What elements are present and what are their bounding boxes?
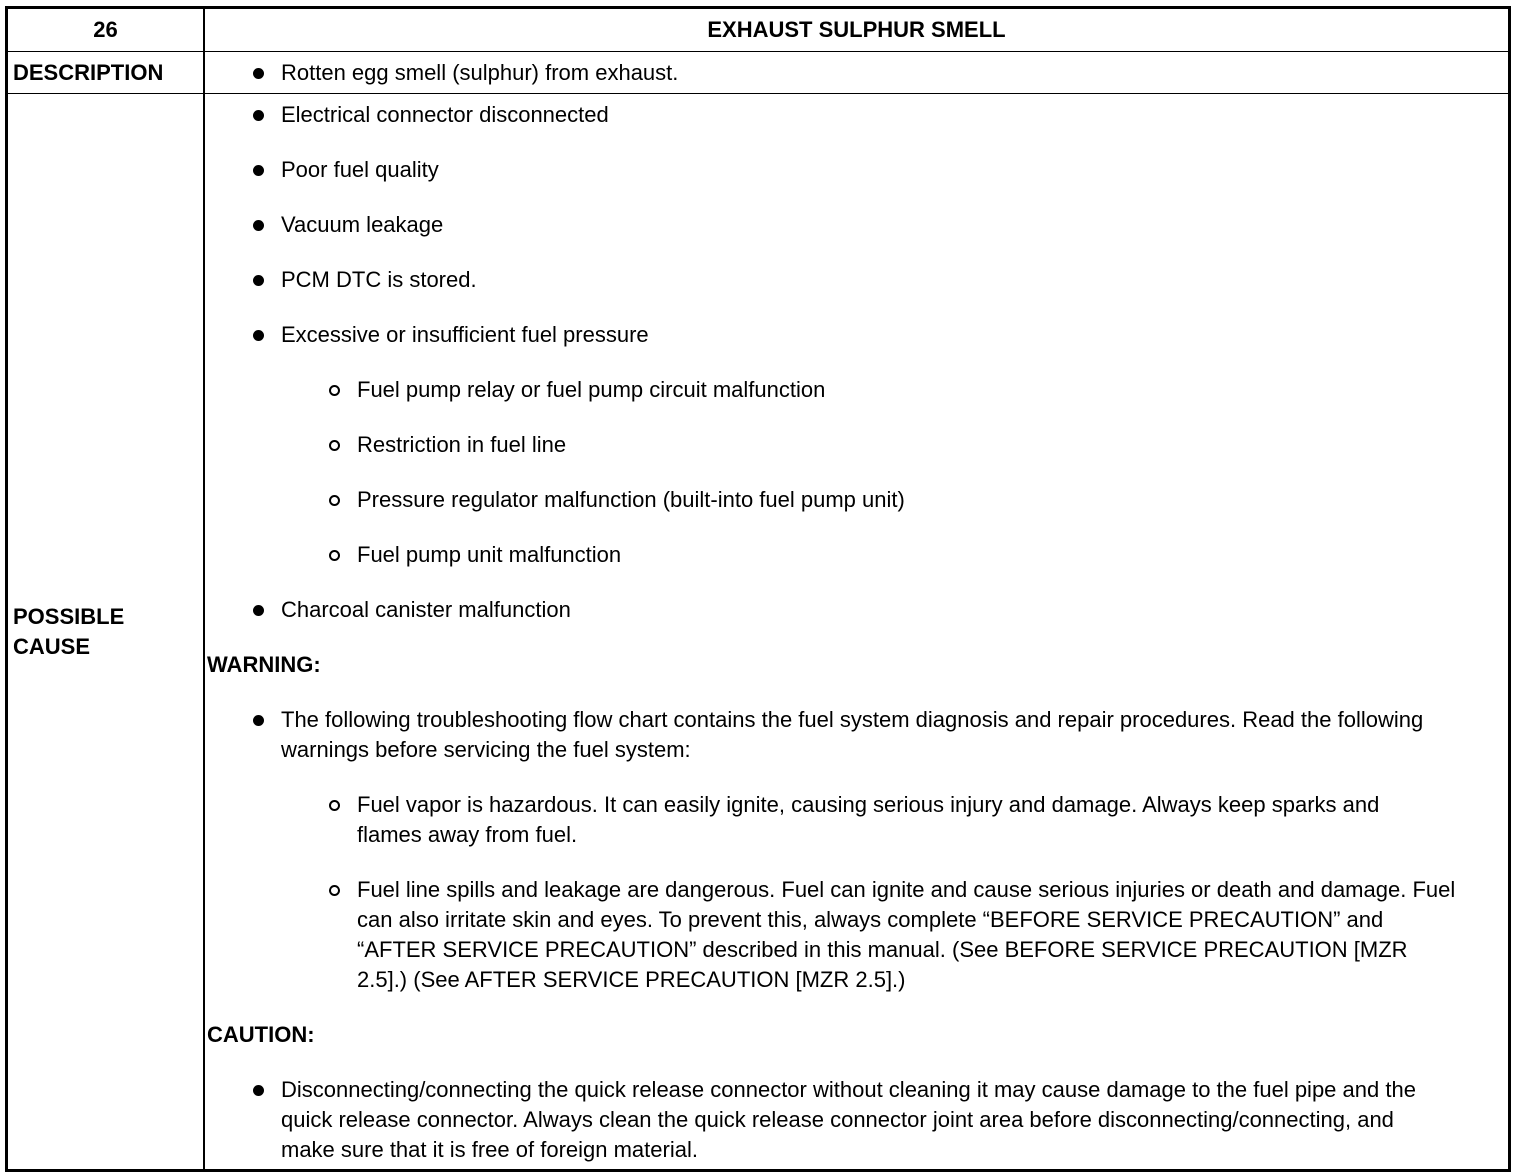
cause-item: Excessive or insufficient fuel pressure xyxy=(281,322,649,347)
symptom-number: 26 xyxy=(93,17,118,42)
cause-item: Vacuum leakage xyxy=(281,212,444,237)
sub-cause-item: Fuel pump unit malfunction xyxy=(357,542,622,567)
possible-cause-label: POSSIBLE CAUSE xyxy=(13,604,125,659)
sub-bullet-icon xyxy=(329,385,340,396)
caution-point: Disconnecting/connecting the quick release connector without cleaning it may cause damage to the fuel pipe and the quick release connector. Always clean the quick release connector joint area before disconnecting/connecting, and make sure that it is free of foreign material. xyxy=(281,1077,1416,1162)
column-divider xyxy=(203,9,205,1169)
cause-item: Charcoal canister malfunction xyxy=(281,597,571,622)
sub-bullet-icon xyxy=(329,440,340,451)
sub-cause-item: Pressure regulator malfunction (built-into fuel pump unit) xyxy=(357,487,905,512)
warning-point: Fuel vapor is hazardous. It can easily ignite, causing serious injury and damage. Always keep sparks and flames away from fuel. xyxy=(357,792,1380,847)
warning-point: Fuel line spills and leakage are dangerous. Fuel can ignite and cause serious injuries or death and damage. Fuel can also irritate skin and eyes. To prevent this, always complete “BEFORE SERVICE PRECAUTION” and “AFTER SERVICE PRECAUTION” described in this manual. (See BEFORE SERVICE PRECAUTION [MZR 2.5].) (See AFTER SERVICE PRECAUTION [MZR 2.5].) xyxy=(357,877,1456,992)
sub-bullet-icon xyxy=(329,495,340,506)
bullet-icon xyxy=(253,330,264,341)
sub-bullet-icon xyxy=(329,550,340,561)
troubleshooting-table xyxy=(5,6,1511,1172)
bullet-icon xyxy=(253,110,264,121)
warning-intro: The following troubleshooting flow chart contains the fuel system diagnosis and repair procedures. Read the following warnings before servicing the fuel system: xyxy=(281,707,1424,762)
bullet-icon xyxy=(253,220,264,231)
sub-cause-item: Restriction in fuel line xyxy=(357,432,567,457)
cause-item: PCM DTC is stored. xyxy=(281,267,477,292)
description-label: DESCRIPTION xyxy=(13,60,164,85)
cause-item: Poor fuel quality xyxy=(281,157,439,182)
sub-cause-item: Fuel pump relay or fuel pump circuit malfunction xyxy=(357,377,826,402)
bullet-icon xyxy=(253,1085,264,1096)
bullet-icon xyxy=(253,715,264,726)
bullet-icon xyxy=(253,275,264,286)
row-divider xyxy=(8,93,1508,94)
bullet-icon xyxy=(253,165,264,176)
description-item: Rotten egg smell (sulphur) from exhaust. xyxy=(281,60,679,85)
bullet-icon xyxy=(253,605,264,616)
caution-heading: CAUTION: xyxy=(207,1022,315,1047)
warning-heading: WARNING: xyxy=(207,652,321,677)
row-divider xyxy=(8,51,1508,52)
sub-bullet-icon xyxy=(329,885,340,896)
bullet-icon xyxy=(253,68,264,79)
sub-bullet-icon xyxy=(329,800,340,811)
cause-item: Electrical connector disconnected xyxy=(281,102,609,127)
symptom-title: EXHAUST SULPHUR SMELL xyxy=(707,17,1006,42)
